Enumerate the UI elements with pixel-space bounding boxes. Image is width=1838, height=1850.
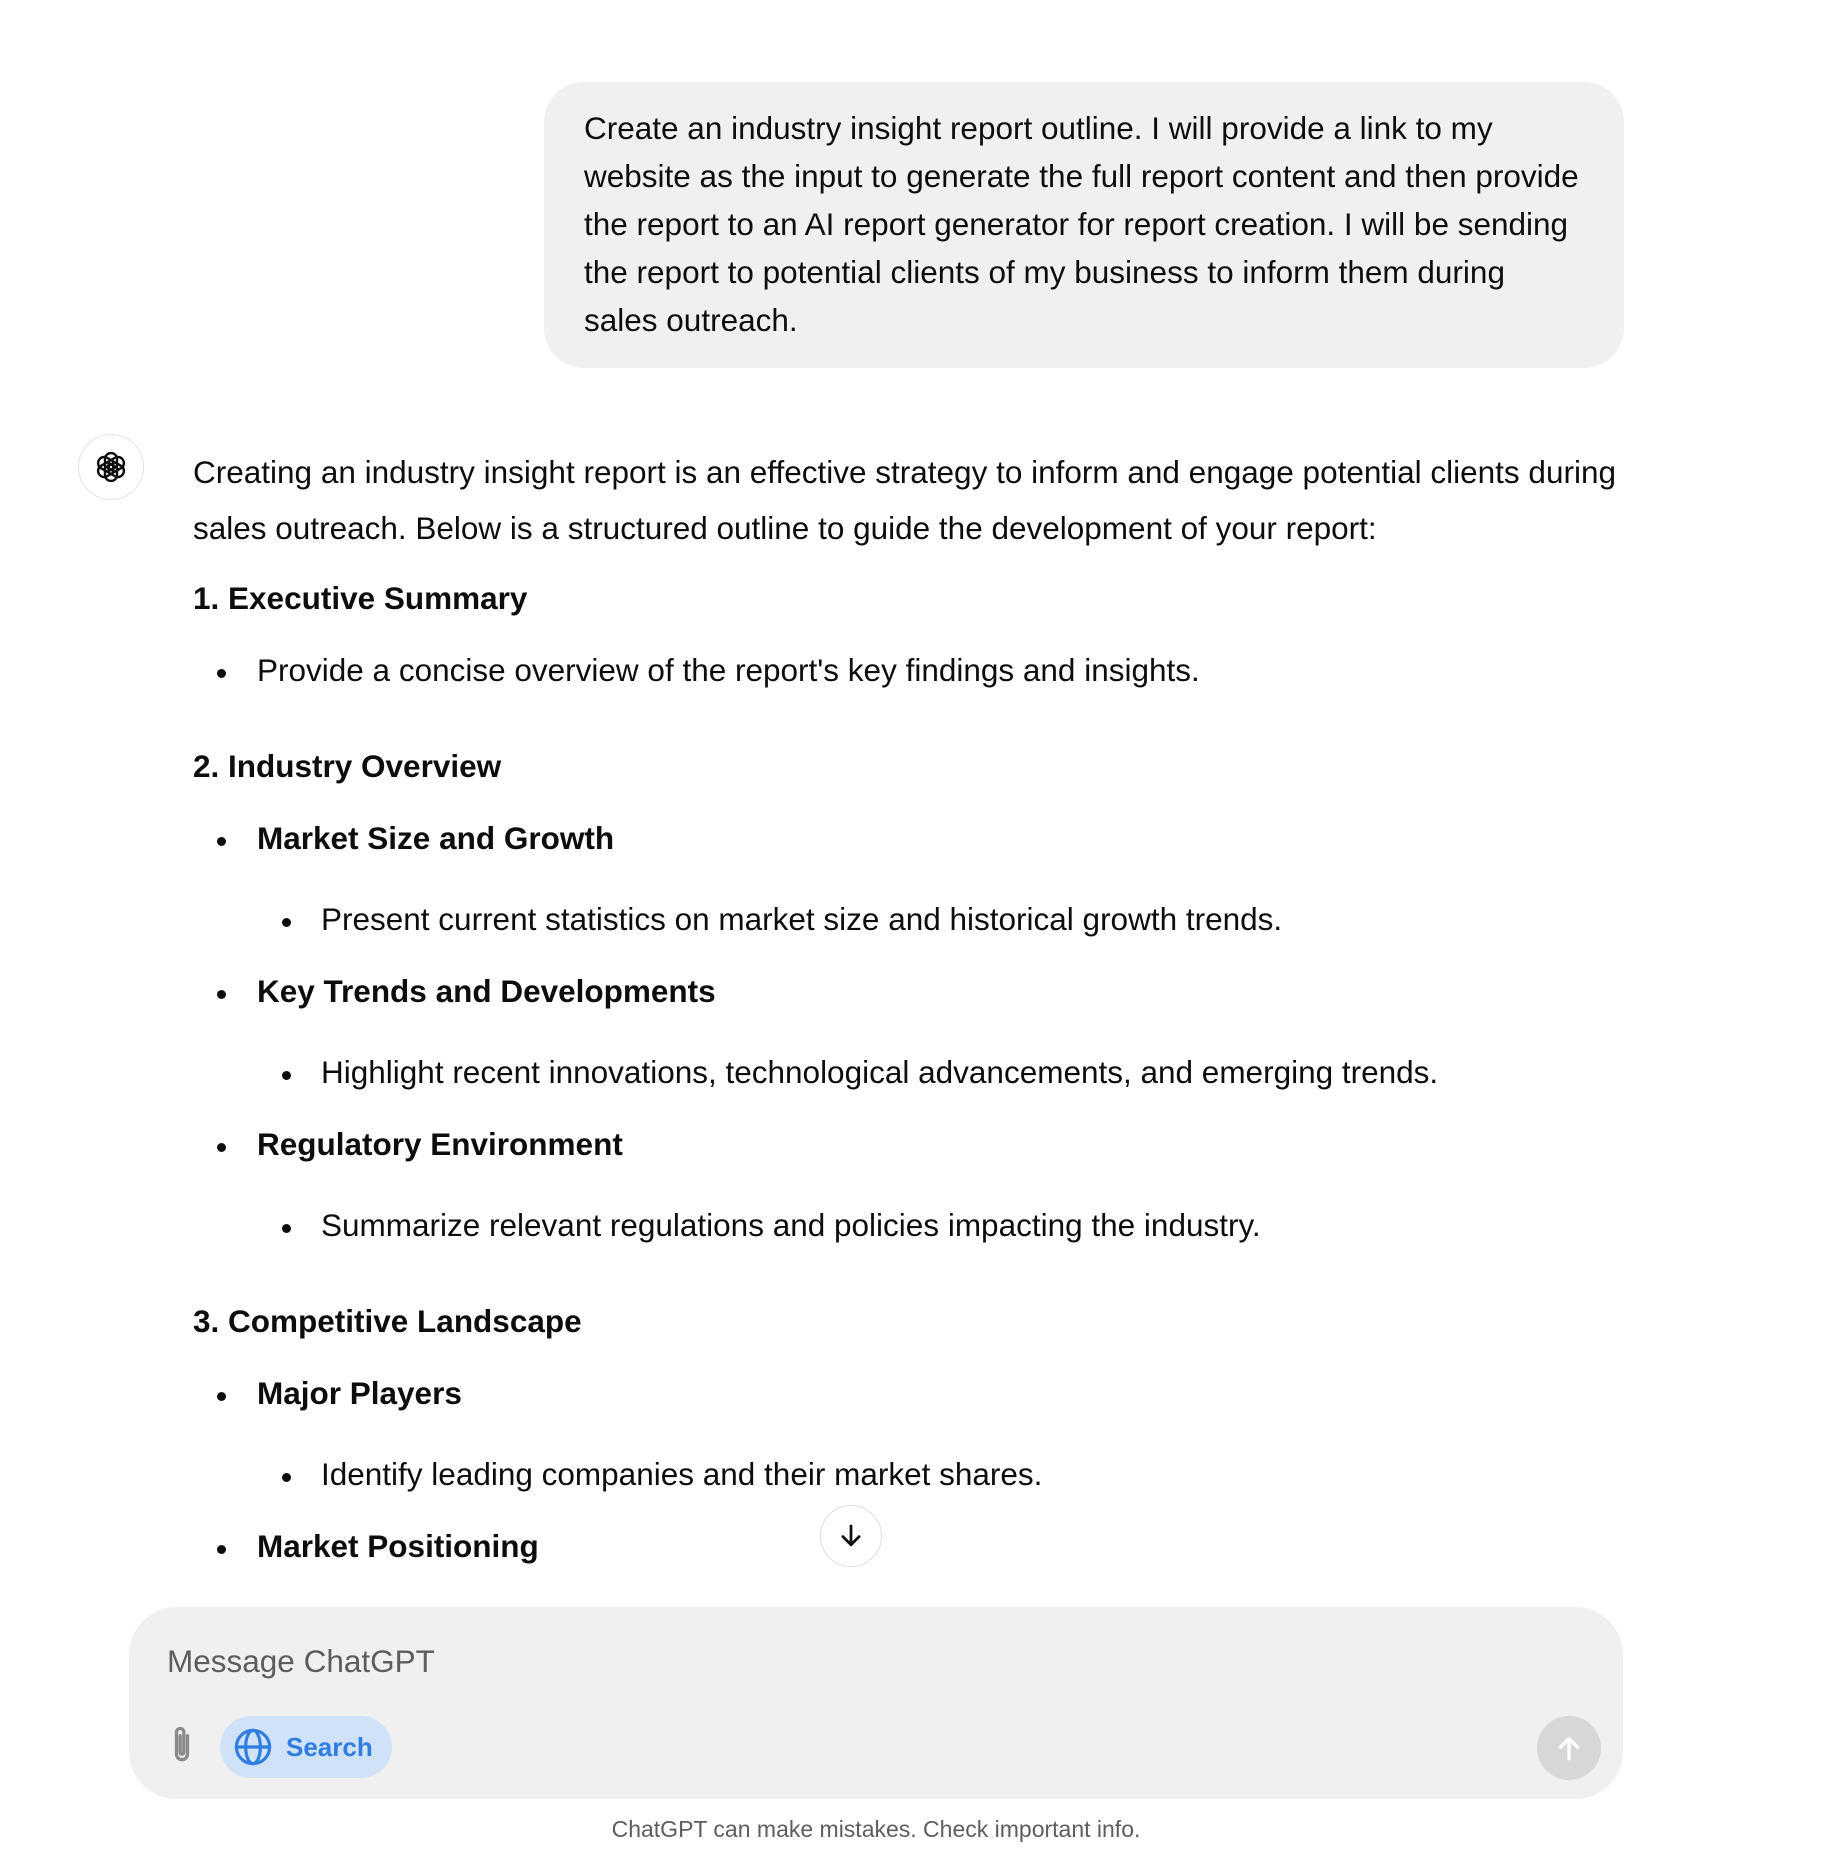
list-item-heading: Major Players: [257, 1375, 462, 1411]
user-message-bubble: [544, 82, 1624, 368]
attach-button[interactable]: [159, 1719, 205, 1771]
message-composer: [129, 1607, 1623, 1799]
section-title-competitive-landscape: 3. Competitive Landscape: [193, 1303, 582, 1339]
bullet-dot: [217, 1545, 226, 1554]
bullet-dot: [282, 1224, 291, 1233]
assistant-intro-text: Creating an industry insight report is an effective strategy to inform and engage potential clients during sales outreach. Below is a structured outline to guide the development of your report:: [193, 454, 1616, 546]
bullet-dot: [217, 669, 226, 678]
message-input[interactable]: [165, 1635, 1469, 1687]
bullet-dot: [217, 1143, 226, 1152]
bullet-dot: [282, 1473, 291, 1482]
bullet-dot: [282, 918, 291, 927]
arrow-up-icon: [1553, 1732, 1585, 1764]
list-item-heading: Key Trends and Developments: [257, 973, 716, 1009]
scroll-to-bottom-button[interactable]: [820, 1505, 882, 1567]
list-item-heading: Market Size and Growth: [257, 820, 615, 856]
bullet-dot: [282, 1071, 291, 1080]
bullet-dot: [217, 1392, 226, 1401]
section-title-executive-summary: 1. Executive Summary: [193, 580, 528, 616]
bullet-dot: [217, 990, 226, 999]
list-item: Highlight recent innovations, technological advancements, and emerging trends.: [321, 1054, 1439, 1090]
list-item: Identify leading companies and their market shares.: [321, 1456, 1043, 1492]
list-item: Provide a concise overview of the report's key findings and insights.: [257, 652, 1200, 688]
bullet-dot: [217, 837, 226, 846]
section-title-industry-overview: 2. Industry Overview: [193, 748, 502, 784]
disclaimer-text: ChatGPT can make mistakes. Check important info.: [611, 1816, 1141, 1842]
list-item-heading: Regulatory Environment: [257, 1126, 623, 1162]
openai-logo-icon: [92, 448, 130, 486]
paperclip-icon: [166, 1723, 198, 1767]
assistant-message: [193, 444, 1633, 556]
list-item-heading: Market Positioning: [257, 1528, 539, 1564]
send-button[interactable]: [1537, 1716, 1601, 1780]
user-message-text: Create an industry insight report outline. I will provide a link to my website as the input to generate the full report content and then provide the report to an AI report generator for report creation. I will be sending the report to potential clients of my business to inform them during sales outreach.: [584, 110, 1579, 338]
search-label: Search: [286, 1731, 373, 1762]
globe-icon: [232, 1726, 274, 1768]
list-item: Present current statistics on market size and historical growth trends.: [321, 901, 1283, 937]
list-item: Summarize relevant regulations and policies impacting the industry.: [321, 1207, 1261, 1243]
assistant-avatar: [78, 434, 144, 500]
search-toggle-button[interactable]: [220, 1716, 392, 1778]
arrow-down-icon: [836, 1521, 866, 1551]
